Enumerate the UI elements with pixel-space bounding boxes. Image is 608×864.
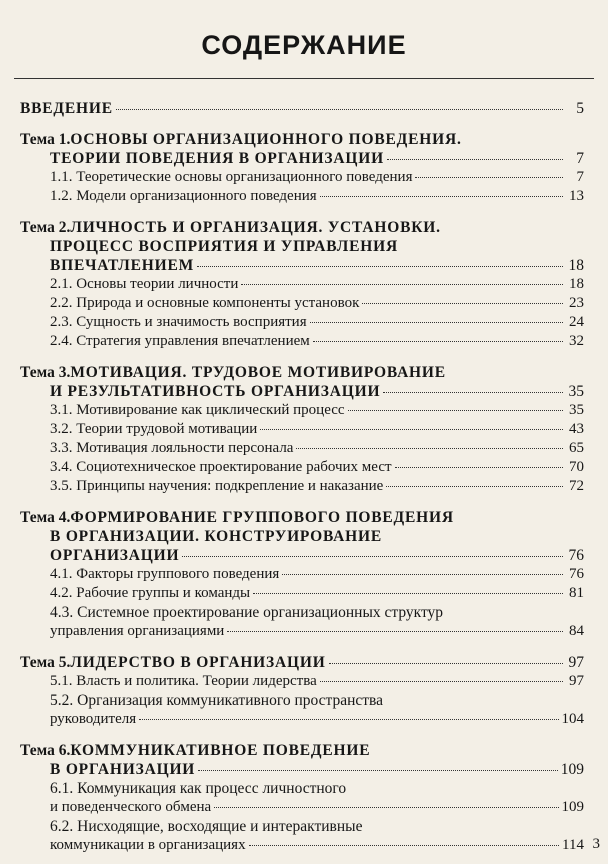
toc-entry-topic-heading[interactable] [20, 761, 584, 780]
page-ref: 104 [561, 711, 584, 727]
page-ref: 7 [576, 169, 584, 185]
dot-leader [320, 681, 563, 682]
dot-leader [139, 719, 558, 720]
topic-1 [20, 131, 584, 207]
topic-6 [20, 742, 584, 856]
section-title: 2.2. Природа и основные компоненты установок [50, 295, 360, 311]
toc-entry-topic-heading[interactable] [20, 547, 584, 566]
section-title: коммуникации в организациях [50, 837, 246, 853]
topic-heading-line: МОТИВАЦИЯ. ТРУДОВОЕ МОТИВИРОВАНИЕ [70, 364, 446, 381]
spacer [20, 642, 584, 654]
page-ref: 72 [569, 478, 584, 494]
topic-3 [20, 364, 584, 497]
dot-leader [282, 574, 563, 575]
page-ref: 7 [576, 150, 584, 167]
page-ref: 76 [569, 566, 584, 582]
topic-heading-first-line[interactable] [20, 364, 584, 383]
section-title: и поведенческого обмена [50, 799, 212, 815]
toc-entry-section[interactable] [20, 799, 584, 818]
introduction-label: ВВЕДЕНИЕ [20, 100, 113, 117]
dot-leader [386, 486, 563, 487]
page-ref: 109 [560, 761, 584, 778]
topic-5 [20, 654, 584, 730]
toc-entry-section[interactable] [20, 421, 584, 440]
topic-prefix: Тема 4. [20, 509, 71, 526]
section-title: 3.2. Теории трудовой мотивации [50, 421, 258, 437]
dot-leader [116, 109, 563, 110]
section-title: 4.1. Факторы группового поведения [50, 566, 280, 582]
page-ref: 32 [569, 333, 584, 349]
topic-list [20, 119, 584, 856]
topic-heading-line: ЛИЧНОСТЬ И ОРГАНИЗАЦИЯ. УСТАНОВКИ. [70, 219, 441, 236]
section-title: руководителя [50, 711, 137, 727]
topic-prefix: Тема 2. [20, 219, 71, 236]
toc-entry-section[interactable] [20, 459, 584, 478]
section-title: 3.1. Мотивирование как циклический процесс [50, 402, 345, 418]
dot-leader [395, 467, 563, 468]
section-title: 1.2. Модели организационного поведения [50, 188, 317, 204]
spacer [20, 352, 584, 364]
section-title: 5.1. Власть и политика. Теории лидерства [50, 673, 317, 689]
page-ref: 114 [562, 837, 584, 853]
dot-leader [241, 284, 563, 285]
topic-heading-first-line[interactable] [20, 131, 584, 150]
dot-leader [227, 631, 563, 632]
toc-entry-section[interactable] [20, 402, 584, 421]
page-ref: 43 [569, 421, 584, 437]
page-ref: 35 [569, 402, 584, 418]
toc-entry-section[interactable] [20, 169, 584, 188]
topic-2 [20, 219, 584, 352]
toc-entry-section[interactable] [20, 585, 584, 604]
section-title: 3.3. Мотивация лояльности персонала [50, 440, 294, 456]
section-title: управления организациями [50, 623, 225, 639]
spacer [20, 497, 584, 509]
page-ref: 35 [568, 383, 584, 400]
toc-entry-topic-heading[interactable] [20, 654, 584, 673]
dot-leader [214, 807, 558, 808]
spacer [20, 730, 584, 742]
toc-entry-section[interactable] [20, 837, 584, 856]
toc-entry-section[interactable] [20, 295, 584, 314]
toc-entry-section[interactable] [20, 711, 584, 730]
section-title: 4.2. Рабочие группы и команды [50, 585, 251, 601]
page-ref: 97 [568, 654, 584, 671]
page-title: СОДЕРЖАНИЕ [201, 30, 407, 60]
page-ref: 18 [569, 276, 584, 292]
page-ref: 76 [568, 547, 584, 564]
section-title-line: 6.2. Нисходящие, восходящие и интерактивные [50, 818, 363, 835]
topic-heading-first-line[interactable] [20, 219, 584, 238]
toc-entry-section[interactable] [20, 673, 584, 692]
dot-leader [182, 556, 563, 557]
section-title: 2.4. Стратегия управления впечатлением [50, 333, 310, 349]
toc-entry-topic-heading[interactable] [20, 383, 584, 402]
section-title: 2.1. Основы теории личности [50, 276, 239, 292]
dot-leader [348, 410, 563, 411]
page-ref: 13 [569, 188, 584, 204]
section-title: 2.3. Сущность и значимость восприятия [50, 314, 307, 330]
toc-entry-section[interactable] [20, 566, 584, 585]
section-title: 1.1. Теоретические основы организационного поведения [50, 169, 413, 185]
toc-entry-introduction[interactable] [20, 100, 584, 119]
toc-entry-topic-heading[interactable] [20, 257, 584, 276]
topic-prefix: Тема 5. [20, 654, 71, 671]
toc-entry-section[interactable] [20, 440, 584, 459]
dot-leader [198, 770, 558, 771]
topic-4 [20, 509, 584, 642]
dot-leader [253, 593, 563, 594]
dot-leader [329, 663, 563, 664]
topic-heading-line: ФОРМИРОВАНИЕ ГРУППОВОГО ПОВЕДЕНИЯ [70, 509, 454, 526]
topic-heading-line: В ОРГАНИЗАЦИИ. КОНСТРУИРОВАНИЕ [50, 528, 382, 545]
topic-heading-line: ВПЕЧАТЛЕНИЕМ [50, 257, 195, 274]
dot-leader [260, 429, 563, 430]
toc-entry-section[interactable] [20, 478, 584, 497]
page-ref: 84 [569, 623, 584, 639]
dot-leader [387, 159, 563, 160]
topic-heading-line: ОСНОВЫ ОРГАНИЗАЦИОННОГО ПОВЕДЕНИЯ. [70, 131, 462, 148]
topic-heading-line: В ОРГАНИЗАЦИИ [50, 761, 196, 778]
dot-leader [296, 448, 563, 449]
topic-heading-first-line[interactable] [20, 509, 584, 528]
topic-heading-line: ЛИДЕРСТВО В ОРГАНИЗАЦИИ [70, 654, 326, 671]
spacer [20, 207, 584, 219]
page-ref: 81 [569, 585, 584, 601]
spacer [20, 119, 584, 131]
dot-leader [313, 341, 563, 342]
topic-heading-first-line[interactable] [20, 742, 584, 761]
page-ref: 65 [569, 440, 584, 456]
topic-heading-line: КОММУНИКАТИВНОЕ ПОВЕДЕНИЕ [70, 742, 371, 759]
section-title: 3.5. Принципы научения: подкрепление и наказание [50, 478, 384, 494]
toc-entry-section[interactable] [20, 188, 584, 207]
section-title: 3.4. Социотехническое проектирование рабочих мест [50, 459, 392, 475]
toc-entry-section[interactable] [20, 623, 584, 642]
toc-entry-topic-heading[interactable] [20, 150, 584, 169]
topic-heading-line: ОРГАНИЗАЦИИ [50, 547, 180, 564]
topic-prefix: Тема 3. [20, 364, 71, 381]
page-ref: 5 [576, 100, 584, 117]
page-number: 3 [592, 836, 600, 852]
dot-leader [362, 303, 563, 304]
dot-leader [249, 845, 559, 846]
dot-leader [310, 322, 563, 323]
section-title-line: 6.1. Коммуникация как процесс личностного [50, 780, 347, 797]
page-ref: 18 [568, 257, 584, 274]
page-ref: 23 [569, 295, 584, 311]
page-ref: 109 [561, 799, 584, 815]
topic-heading-line: И РЕЗУЛЬТАТИВНОСТЬ ОРГАНИЗАЦИИ [50, 383, 381, 400]
table-of-contents [20, 100, 584, 856]
dot-leader [197, 266, 563, 267]
topic-heading-line: ТЕОРИИ ПОВЕДЕНИЯ В ОРГАНИЗАЦИИ [50, 150, 384, 167]
dot-leader [415, 177, 563, 178]
dot-leader [320, 196, 563, 197]
page-ref: 97 [569, 673, 584, 689]
topic-prefix: Тема 1. [20, 131, 71, 148]
page-ref: 24 [569, 314, 584, 330]
dot-leader [383, 392, 563, 393]
page-ref: 70 [569, 459, 584, 475]
toc-entry-section[interactable] [20, 276, 584, 295]
toc-entry-section[interactable] [20, 333, 584, 352]
topic-prefix: Тема 6. [20, 742, 71, 759]
topic-heading-line: ПРОЦЕСС ВОСПРИЯТИЯ И УПРАВЛЕНИЯ [50, 238, 398, 255]
toc-entry-section[interactable] [20, 314, 584, 333]
title-divider [14, 78, 594, 79]
section-title-line: 4.3. Системное проектирование организационных структур [50, 604, 444, 621]
section-title-line: 5.2. Организация коммуникативного пространства [50, 692, 384, 709]
